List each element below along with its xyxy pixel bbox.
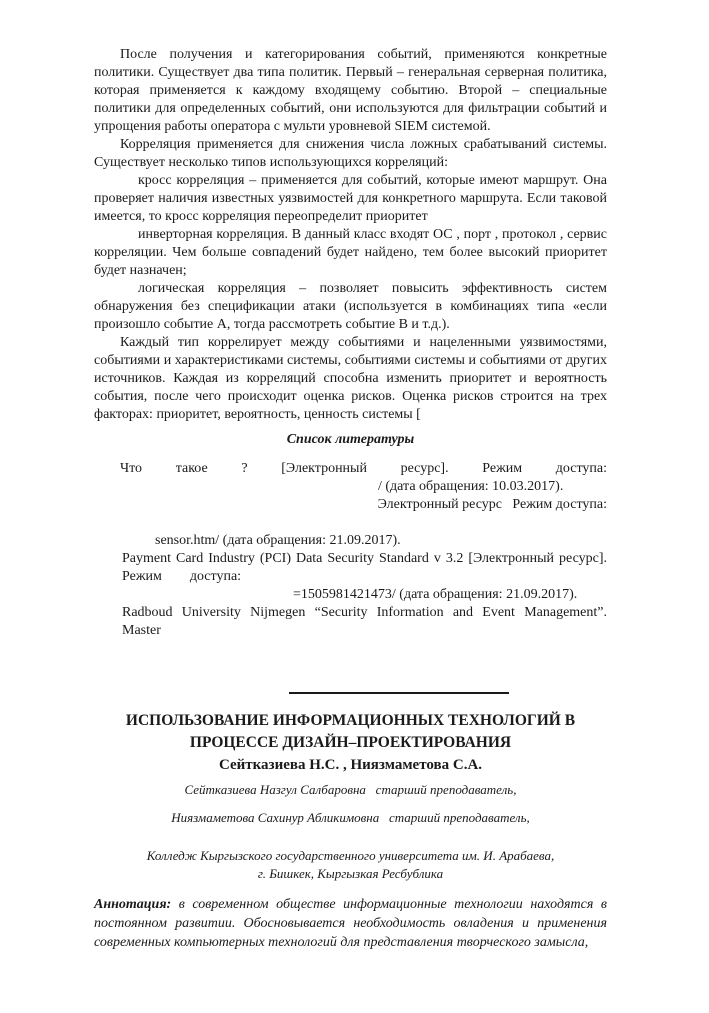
reference-line: / (дата обращения: 10.03.2017). [378,479,564,494]
reference-line: Режим доступа: [122,569,242,584]
references-list [94,460,607,638]
affiliation [94,847,607,883]
reference-line: Payment Card Industry (PCI) Data Security Standard v 3.2 [Электронный ресурс]. [122,551,607,566]
author-detail-2: Ниязмаметова Сахинур Абликимовна старший преподаватель, [171,810,530,825]
paragraph-policies: После получения и категорирования событий, применяются конкретные политики. Существует два типа политик. Первый – генеральная серверная политика, которая применяется к каждому входящему событию. Второй – специальные политики для определенных событий, они используются для фильтрации событий и упрощения работы оператора с мульти уровневой SIEM системой. [94,47,607,134]
section-divider [289,692,509,694]
reference-line: Электронный ресурс Режим доступа: [377,497,607,512]
list-item-inverter-correlation: инверторная корреляция. В данный класс входят ОС , порт , протокол , сервис корреляции. Чем больше совпадений будет найдено, тем более высокий приоритет будет назначен; [94,227,607,278]
abstract-text: в современном обществе информационные технологии находятся в постоянном развитии. Обосновывается необходимость овладения и применения современных компьютерных технологий для представления творческого замысла, [94,897,607,950]
abstract-paragraph [94,895,607,952]
list-item-logical-correlation: логическая корреляция – позволяет повысить эффективность систем обнаружения без спецификации атаки (используется в комбинациях типа «если произошло событие А, тогда рассмотреть событие В и т.д.). [94,281,607,332]
affiliation-line-2: г. Бишкек, Кыргызкая Ресбублика [257,866,444,881]
article-title-line-2: ПРОЦЕССЕ ДИЗАЙН–ПРОЕКТИРОВАНИЯ [189,734,512,751]
list-item-cross-correlation: кросс корреляция – применяется для событий, которые имеют маршрут. Она проверяет наличия известных уязвимостей для конкретного маршрута. Если таковой имеется, то кросс корреляция переопределит приоритет [94,173,607,224]
paragraph-correlation: Корреляция применяется для снижения числа ложных срабатываний системы. Существует несколько типов использующихся корреляций: [94,137,607,170]
article-title-line-1: ИСПОЛЬЗОВАНИЕ ИНФОРМАЦИОННЫХ ТЕХНОЛОГИЙ В [125,712,576,729]
reference-line: Radboud University Nijmegen “Security Information and Event Management”. Master [122,605,607,638]
reference-line: sensor.htm/ (дата обращения: 21.09.2017). [155,533,401,548]
affiliation-line-1: Колледж Кыргызского государственного университета им. И. Арабаева, [146,848,555,863]
abstract-label: Аннотация: [94,897,172,912]
references-heading: Список литературы [286,432,415,447]
page-content [94,46,607,952]
paragraph-correlation-types: Каждый тип коррелирует между событиями и нацеленными уязвимостями, событиями и характеристиками системы, событиями системы и событиями от других источников. Каждая из корреляций способна изменить приоритет и вероятность события, после чего происходит оценка рисков. Оценка рисков строится на трех факторах: приоритет, вероятность, ценность системы [ [94,335,607,422]
next-article-header [94,710,607,776]
article-authors: Сейтказиева Н.С. , Ниязмаметова С.А. [218,757,483,773]
reference-line: Что такое ? [Электронный ресурс]. Режим доступа: [120,461,607,476]
author-detail-1: Сейтказиева Назгул Салбаровна старший преподаватель, [184,782,517,797]
reference-line-blank [94,514,607,532]
reference-line: =1505981421473/ (дата обращения: 21.09.2017). [293,587,578,602]
